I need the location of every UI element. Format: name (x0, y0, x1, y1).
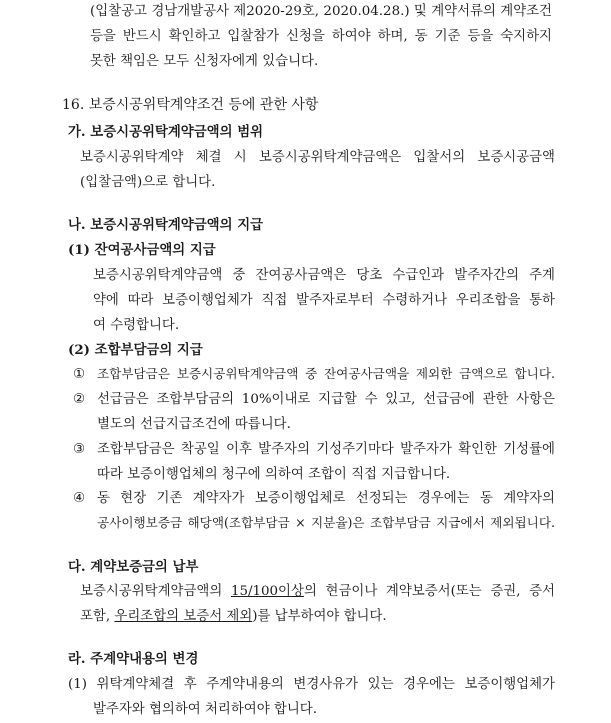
item-na-1-text: 여 수령합니다. (93, 318, 180, 333)
text-segment: 의 현금이나 계약보증서(또는 증권, 증서 (303, 584, 555, 599)
clause-text: 별도의 선급지급조건에 따릅니다. (97, 417, 291, 432)
clause-text: 조합부담금은 착공일 이후 발주자의 기성주기마다 발주자가 확인한 기성률에 (97, 442, 555, 457)
clause-text: 공사이행보증금 해당액(조합부담금 × 지분율)은 조합부담금 지급에서 제외됩니다. (97, 515, 555, 530)
circled-number: ② (73, 392, 86, 407)
item-na-1-text: 약에 따라 보증이행업체가 직접 발주자로부터 수령하거나 우리조합을 통하 (93, 293, 555, 308)
item-na-1-title: (1) 잔여공사금액의 지급 (68, 242, 216, 258)
intro-line: 등을 반드시 확인하고 입찰참가 신청을 하여야 하며, 동 기준 등을 숙지하지 (90, 29, 552, 44)
clause-text: 따라 보증이행업체의 청구에 의하여 조합이 직접 지급합니다. (97, 467, 451, 482)
clause-text: 조합부담금은 보증시공위탁계약금액 중 잔여공사금액을 제외한 금액으로 합니다. (97, 366, 555, 381)
circled-number: ④ (73, 491, 86, 506)
intro-line: 못한 책임은 모두 신청자에게 있습니다. (90, 54, 319, 69)
subsection-ra-title: 라. 주계약내용의 변경 (68, 651, 199, 667)
item-na-1-text: 보증시공위탁계약금액 중 잔여공사금액은 당초 수급인과 발주자간의 주계 (93, 268, 555, 283)
item-na-2-title: (2) 조합부담금의 지급 (68, 342, 203, 358)
subsection-ga-text: 보증시공위탁계약 체결 시 보증시공위탁계약금액은 입찰서의 보증시공금액 (80, 150, 555, 165)
clause-text: 동 현장 기존 계약자가 보증이행업체로 선정되는 경우에는 동 계약자의 (97, 491, 555, 506)
section-16-title: 16. 보증시공위탁계약조건 등에 관한 사항 (62, 97, 319, 113)
text-segment: )를 납부하여야 합니다. (252, 609, 387, 624)
subsection-ga-text: (입찰금액)으로 합니다. (80, 175, 216, 190)
circled-number: ① (73, 367, 86, 382)
subsection-na-title: 나. 보증시공위탁계약금액의 지급 (68, 217, 264, 233)
text-segment: 보증시공위탁계약금액의 (80, 584, 231, 599)
underlined-exclusion: 우리조합의 보증서 제외 (114, 609, 253, 624)
item-ra-1-title: (1) 위탁계약체결 후 주계약내용의 변경사유가 있는 경우에는 보증이행업체가 (68, 677, 555, 692)
clause-text: 선급금은 조합부담금의 10%이내로 지급할 수 있고, 선급금에 관한 사항은 (97, 392, 555, 407)
intro-line: (입찰공고 경남개발공사 제2020-29호, 2020.04.28.) 및 계약서류의 계약조건 (90, 4, 552, 19)
circled-number: ③ (73, 442, 86, 457)
subsection-ga-title: 가. 보증시공위탁계약금액의 범위 (68, 124, 264, 140)
text-segment: 포함, (80, 609, 115, 624)
subsection-da-text (80, 585, 555, 598)
item-ra-1-text: 발주자와 협의하여 처리하여야 합니다. (93, 702, 317, 717)
subsection-da-title: 다. 계약보증금의 납부 (68, 559, 199, 575)
subsection-da-text (80, 610, 387, 623)
underlined-ratio: 15/100이상 (230, 584, 304, 599)
